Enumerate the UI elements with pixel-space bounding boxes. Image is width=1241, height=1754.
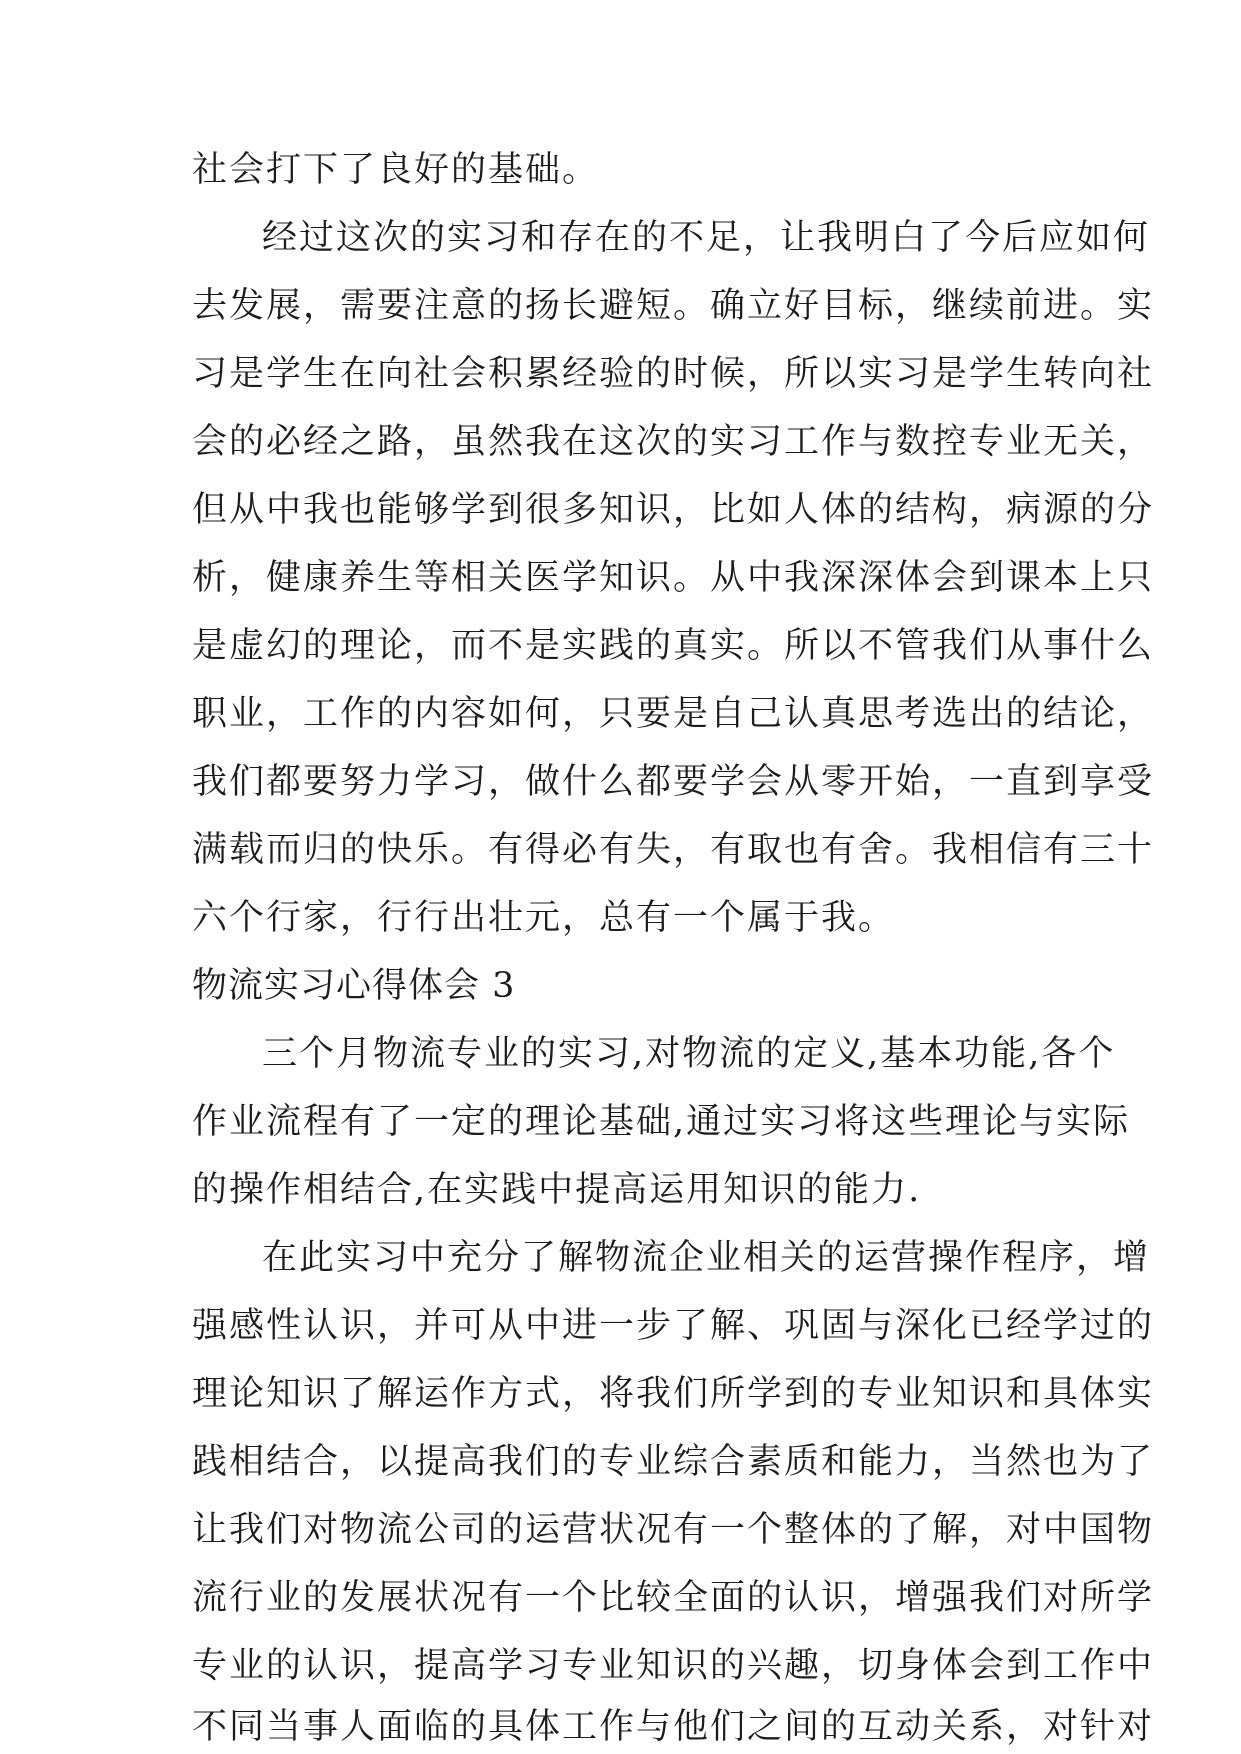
- paragraph-line: 我们都要努力学习，做什么都要学会从零开始，一直到享受: [192, 762, 1155, 802]
- paragraph-line: 职业，工作的内容如何，只要是自己认真思考选出的结论，: [192, 694, 1155, 734]
- paragraph-line: 专业的认识，提高学习专业知识的兴趣，切身体会到工作中: [192, 1646, 1155, 1686]
- paragraph-line: 去发展，需要注意的扬长避短。确立好目标，继续前进。实: [192, 286, 1155, 326]
- paragraph-line: 经过这次的实习和存在的不足，让我明白了今后应如何: [262, 218, 1151, 258]
- section-heading: 物流实习心得体会 3: [192, 966, 516, 1006]
- paragraph-line: 不同当事人面临的具体工作与他们之间的互动关系，对针对: [192, 1707, 1155, 1747]
- paragraph-line: 作业流程有了一定的理论基础,通过实习将这些理论与实际: [192, 1102, 1131, 1142]
- paragraph-line: 但从中我也能够学到很多知识，比如人体的结构，病源的分: [192, 490, 1155, 530]
- paragraph-line: 满载而归的快乐。有得必有失，有取也有舍。我相信有三十: [192, 830, 1155, 870]
- paragraph-line: 的操作相结合,在实践中提高运用知识的能力.: [192, 1170, 922, 1210]
- paragraph-line: 是虚幻的理论，而不是实践的真实。所以不管我们从事什么: [192, 626, 1155, 666]
- paragraph-line: 理论知识了解运作方式，将我们所学到的专业知识和具体实: [192, 1374, 1155, 1414]
- paragraph-line: 在此实习中充分了解物流企业相关的运营操作程序，增: [262, 1238, 1151, 1278]
- paragraph-line: 践相结合，以提高我们的专业综合素质和能力，当然也为了: [192, 1442, 1155, 1482]
- paragraph-line: 三个月物流专业的实习,对物流的定义,基本功能,各个: [262, 1034, 1116, 1074]
- paragraph-line: 流行业的发展状况有一个比较全面的认识，增强我们对所学: [192, 1578, 1155, 1618]
- paragraph-line: 会的必经之路，虽然我在这次的实习工作与数控专业无关，: [192, 422, 1155, 462]
- paragraph-line: 强感性认识，并可从中进一步了解、巩固与深化已经学过的: [192, 1306, 1155, 1346]
- paragraph-line: 习是学生在向社会积累经验的时候，所以实习是学生转向社: [192, 354, 1155, 394]
- paragraph-line: 析，健康养生等相关医学知识。从中我深深体会到课本上只: [192, 558, 1155, 598]
- paragraph-line: 六个行家，行行出壮元，总有一个属于我。: [192, 898, 896, 938]
- paragraph-line: 让我们对物流公司的运营状况有一个整体的了解，对中国物: [192, 1510, 1155, 1550]
- paragraph-line: 社会打下了良好的基础。: [192, 150, 600, 190]
